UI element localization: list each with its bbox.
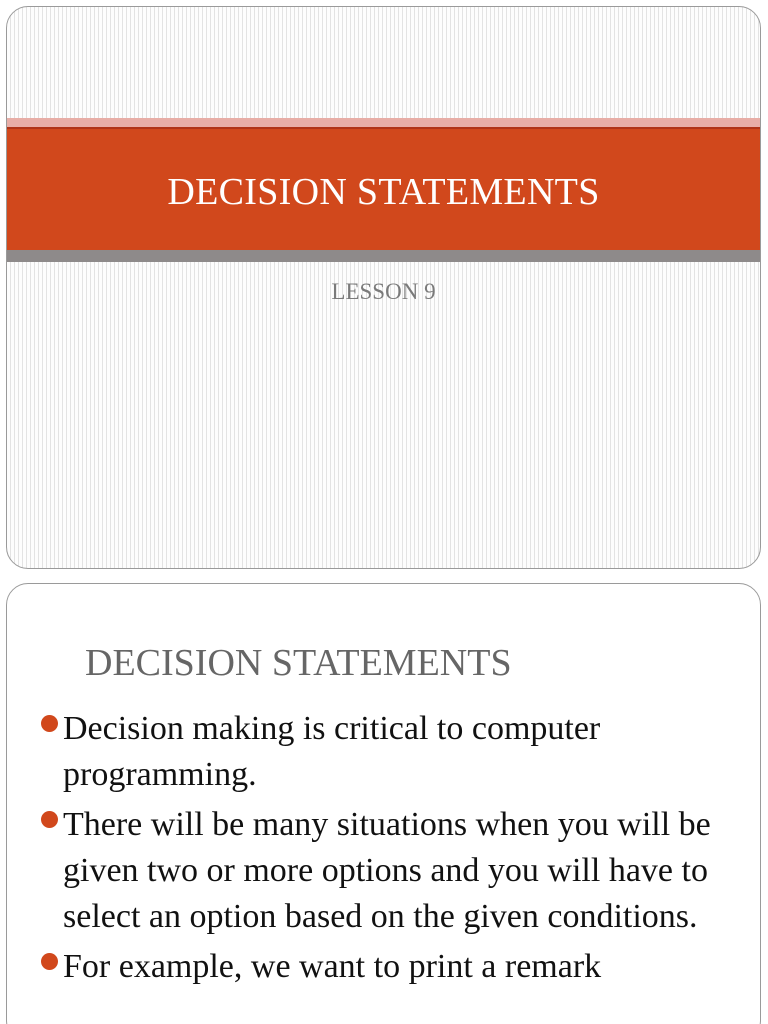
bullet-text: There will be many situations when you will be given two or more options and you will have to select an option based on the given conditions. — [63, 806, 711, 935]
bullet-item — [41, 706, 741, 798]
slide-title: DECISION STATEMENTS — [167, 170, 600, 213]
slide-2 — [6, 583, 761, 1024]
title-band — [7, 129, 760, 250]
bullet-text: Decision making is critical to computer programming. — [63, 710, 601, 793]
slide-1 — [6, 6, 761, 569]
title-band-accent-top — [7, 118, 760, 127]
bullet-list — [41, 706, 741, 994]
bullet-item — [41, 944, 741, 990]
slide-subtitle: LESSON 9 — [331, 279, 436, 304]
bullet-dot-icon — [41, 715, 58, 732]
bullet-dot-icon — [41, 953, 58, 970]
title-band-accent-bottom — [7, 250, 760, 262]
bullet-item — [41, 802, 741, 940]
slide-heading: DECISION STATEMENTS — [85, 642, 512, 684]
bullet-dot-icon — [41, 811, 58, 828]
bullet-text: For example, we want to print a remark — [63, 948, 602, 985]
